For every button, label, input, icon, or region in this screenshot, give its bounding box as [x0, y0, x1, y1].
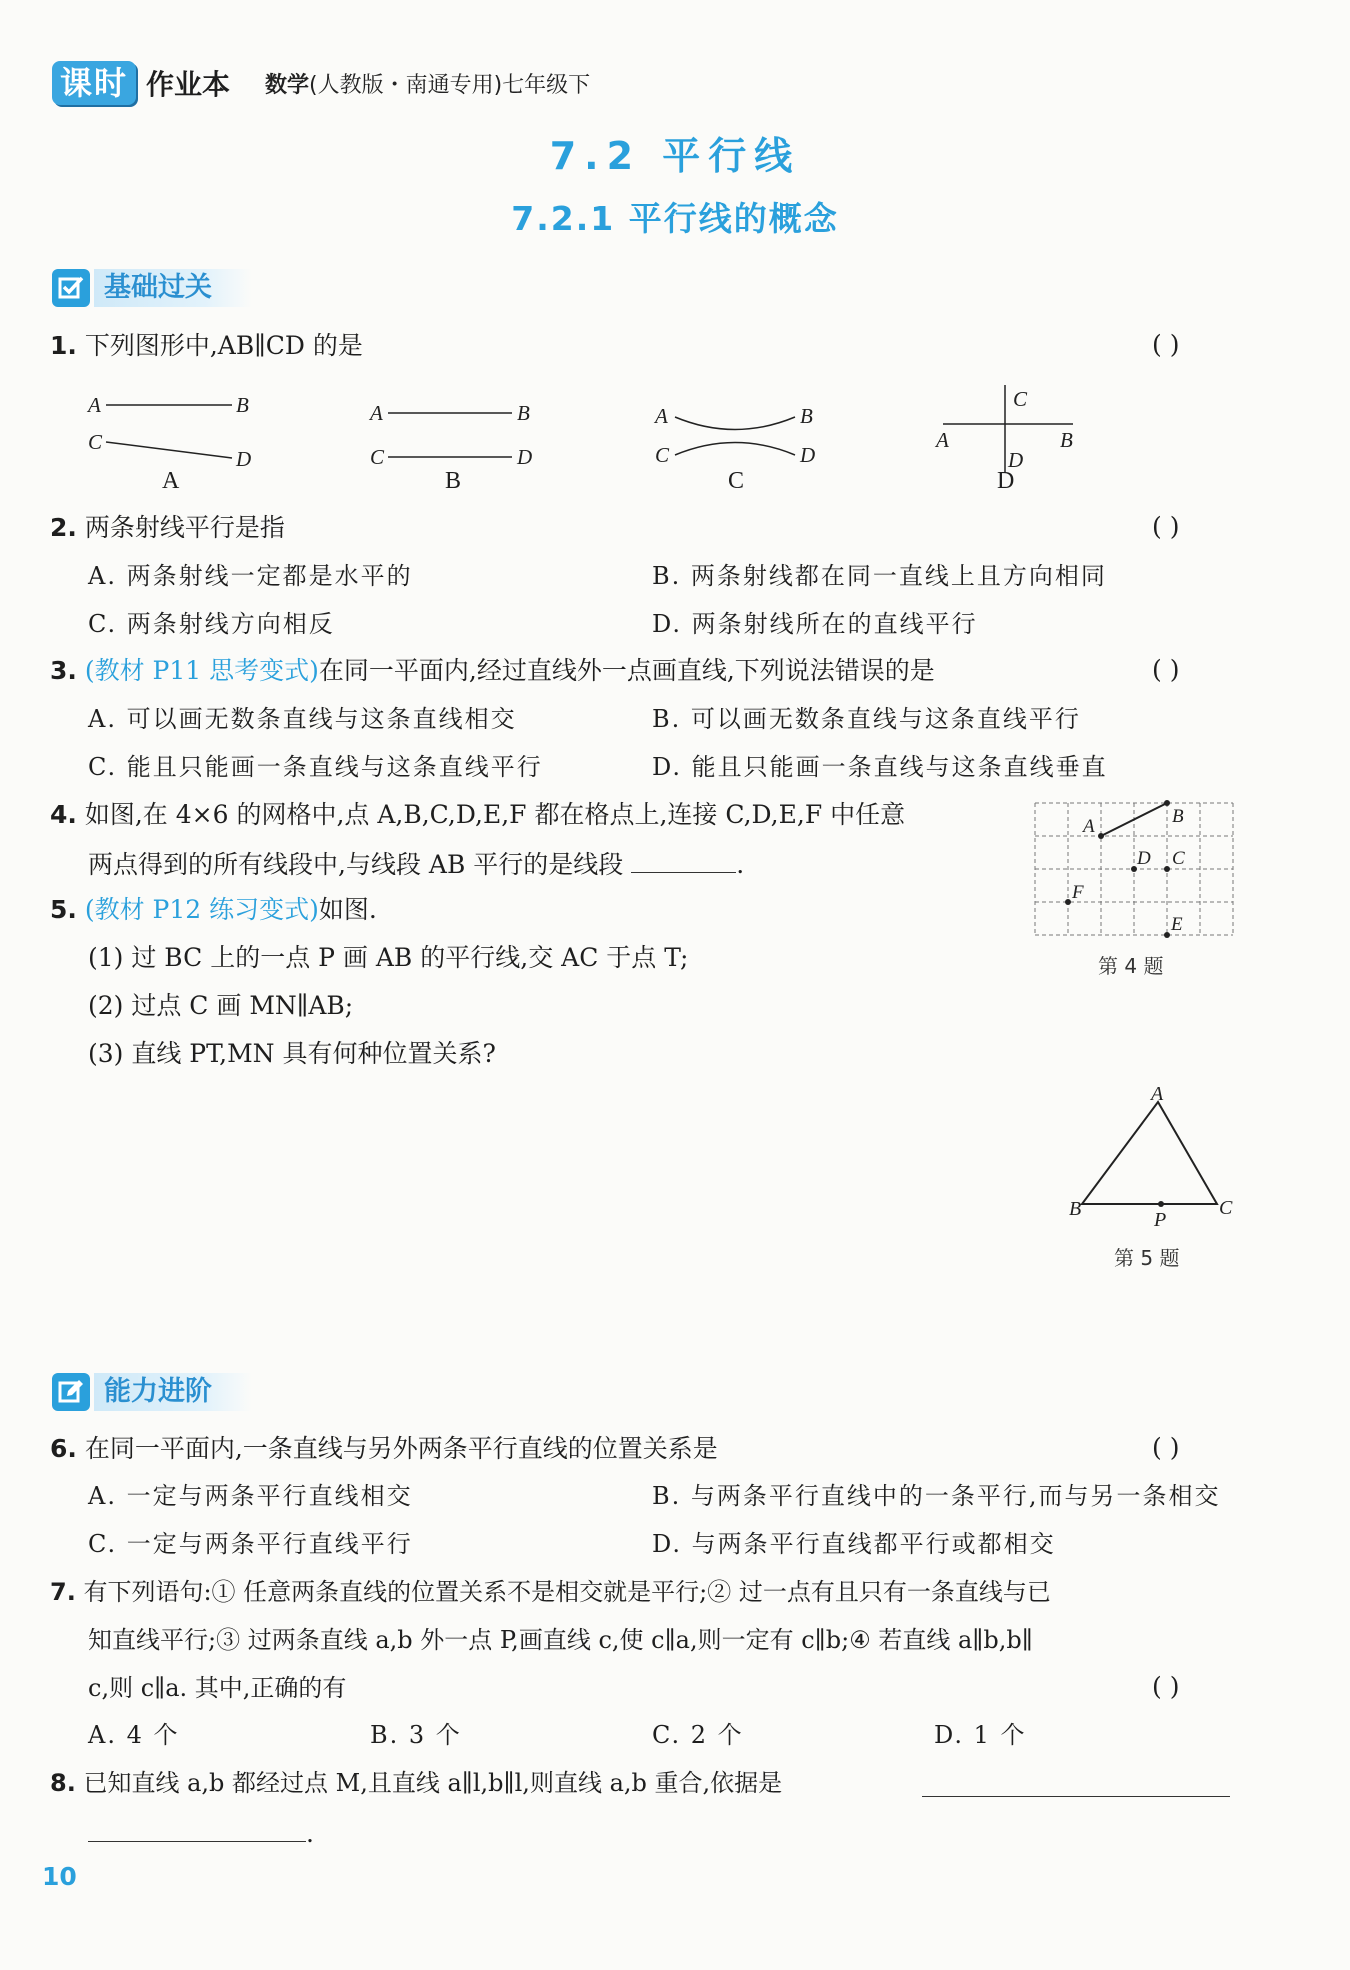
option-c[interactable]: C. 两条射线方向相反	[88, 610, 335, 638]
answer-paren-3[interactable]: ( )	[1152, 655, 1180, 684]
option-b[interactable]: B. 3 个	[370, 1721, 462, 1749]
option-c[interactable]: C. 能且只能画一条直线与这条直线平行	[88, 753, 543, 781]
option-a[interactable]: A. 两条射线一定都是水平的	[88, 562, 413, 590]
question-7	[50, 1576, 1051, 1608]
answer-paren-6[interactable]: ( )	[1152, 1433, 1180, 1462]
question-3	[50, 655, 935, 687]
question-text: 下列图形中,AB∥CD 的是	[84, 331, 363, 360]
svg-text:A: A	[936, 428, 949, 452]
svg-text:D: D	[517, 445, 533, 469]
svg-text:D: D	[800, 443, 816, 467]
option-c[interactable]: C. 一定与两条平行直线平行	[88, 1530, 413, 1558]
option-a[interactable]: A. 可以画无数条直线与这条直线相交	[88, 705, 517, 733]
subject-label: 数学	[265, 73, 310, 98]
logo-mark: 课时	[52, 61, 136, 105]
option-a[interactable]: A. 一定与两条平行直线相交	[88, 1482, 413, 1510]
question-2	[50, 512, 285, 544]
question-text: 两条射线平行是指	[84, 513, 285, 542]
sub-question-2: (2) 过点 C 画 MN∥AB;	[88, 991, 354, 1020]
figure-d-label: D	[997, 468, 1015, 494]
point-f-label: F	[1072, 882, 1084, 903]
question-8-line2	[88, 1815, 314, 1850]
point-a-label: A	[1083, 816, 1095, 837]
publisher-logo	[52, 60, 230, 106]
option-b[interactable]: B. 与两条平行直线中的一条平行,而与另一条相交	[652, 1482, 1221, 1510]
point-p-label: P	[1154, 1209, 1167, 1230]
figure-c	[653, 404, 815, 467]
question-number: 3.	[50, 656, 77, 685]
badge-advanced-label: 能力进阶	[94, 1373, 252, 1411]
svg-text:B: B	[236, 393, 249, 417]
grid-figure	[1030, 798, 1240, 940]
svg-text:A: A	[88, 393, 101, 417]
badge-basic-label: 基础过关	[94, 269, 252, 307]
svg-text:C: C	[88, 430, 103, 454]
option-b[interactable]: B. 两条射线都在同一直线上且方向相同	[652, 562, 1107, 590]
checkbox-icon	[52, 269, 90, 307]
question-number: 6.	[50, 1434, 77, 1463]
option-a[interactable]: A. 4 个	[88, 1721, 180, 1749]
logo-suffix: 作业本	[146, 68, 231, 101]
question-4-line2	[88, 846, 744, 881]
figure-a	[86, 393, 251, 471]
point-e-label: E	[1171, 914, 1183, 935]
svg-text:B: B	[800, 404, 813, 428]
question-text: 在同一平面内,经过直线外一点画直线,下列说法错误的是	[318, 656, 935, 685]
question-source: (教材 P11 思考变式)	[84, 656, 319, 685]
figure-b-label: B	[445, 468, 462, 494]
question-number: 2.	[50, 513, 77, 542]
svg-text:B: B	[1060, 428, 1073, 452]
figure-b	[368, 401, 532, 469]
svg-text:C: C	[1013, 387, 1028, 411]
option-c[interactable]: C. 2 个	[652, 1721, 744, 1749]
question-text-line2: 两点得到的所有线段中,与线段 AB 平行的是线段	[88, 850, 624, 879]
question-number: 5.	[50, 895, 77, 924]
question-7-line2: 知直线平行;③ 过两条直线 a,b 外一点 P,画直线 c,使 c∥a,则一定有 c∥b;④ 若直线 a∥b,b∥	[88, 1626, 1033, 1654]
answer-paren-7[interactable]: ( )	[1152, 1672, 1180, 1701]
question-6	[50, 1433, 718, 1465]
option-d[interactable]: D. 与两条平行直线都平行或都相交	[652, 1530, 1056, 1558]
question-number: 4.	[50, 800, 77, 829]
point-d-label: D	[1137, 848, 1151, 869]
question-text-line1: 如图,在 4×6 的网格中,点 A,B,C,D,E,F 都在格点上,连接 C,D,E,F 中任意	[84, 800, 906, 829]
figure-d	[934, 385, 1073, 473]
sentence-end: .	[306, 1819, 314, 1848]
sub-question-1: (1) 过 BC 上的一点 P 画 AB 的平行线,交 AC 于点 T;	[88, 943, 689, 972]
figure-caption-5: 第 5 题	[1114, 1246, 1180, 1270]
point-b-label: B	[1069, 1198, 1082, 1220]
answer-blank-2[interactable]	[88, 1815, 306, 1842]
sentence-end: .	[736, 850, 745, 879]
question-number: 7.	[50, 1578, 76, 1606]
svg-text:D: D	[236, 447, 252, 471]
triangle-figure	[1060, 1080, 1240, 1230]
point-a-label: A	[1151, 1083, 1164, 1105]
answer-blank[interactable]	[631, 846, 736, 873]
badge-advanced	[52, 1372, 252, 1412]
badge-basic	[52, 268, 252, 308]
svg-text:A: A	[655, 404, 668, 428]
book-info: (人教版・南通专用)七年级下	[309, 73, 591, 98]
svg-text:B: B	[517, 401, 530, 425]
question-text-line1: 有下列语句:① 任意两条直线的位置关系不是相交就是平行;② 过一点有且只有一条直线与已	[83, 1578, 1051, 1606]
point-c-label: C	[1172, 848, 1185, 869]
figure-a-label: A	[162, 468, 180, 494]
point-c-label: C	[1219, 1197, 1233, 1219]
subsection-title: 7.2.1 平行线的概念	[511, 199, 839, 238]
question-number: 8.	[50, 1769, 76, 1797]
page-number: 10	[42, 1862, 77, 1891]
answer-paren-1[interactable]: ( )	[1152, 330, 1180, 359]
figure-caption-4: 第 4 题	[1098, 954, 1164, 978]
question-source: (教材 P12 练习变式)	[84, 895, 319, 924]
question-text: 已知直线 a,b 都经过点 M,且直线 a∥l,b∥l,则直线 a,b 重合,依据是	[83, 1769, 783, 1797]
option-d[interactable]: D. 两条射线所在的直线平行	[652, 610, 978, 638]
point-b-label: B	[1172, 806, 1184, 827]
question-4	[50, 799, 905, 831]
sub-question-3: (3) 直线 PT,MN 具有何种位置关系?	[88, 1039, 496, 1068]
section-title: 7.2 平行线	[549, 134, 801, 178]
svg-text:D: D	[1008, 448, 1024, 472]
svg-text:C: C	[655, 443, 670, 467]
book-title	[265, 68, 590, 99]
question-5	[50, 894, 377, 926]
question-7-line3: c,则 c∥a. 其中,正确的有	[88, 1674, 347, 1702]
option-d[interactable]: D. 1 个	[934, 1721, 1027, 1749]
q1-figures	[70, 385, 1110, 505]
answer-paren-2[interactable]: ( )	[1152, 512, 1180, 541]
answer-blank-1[interactable]	[922, 1770, 1230, 1797]
question-1	[50, 330, 363, 362]
question-text: 如图.	[318, 895, 377, 924]
figure-c-label: C	[728, 468, 745, 494]
option-b[interactable]: B. 可以画无数条直线与这条直线平行	[652, 705, 1081, 733]
svg-text:C: C	[370, 445, 385, 469]
question-8	[50, 1767, 782, 1799]
option-d[interactable]: D. 能且只能画一条直线与这条直线垂直	[652, 753, 1108, 781]
question-text: 在同一平面内,一条直线与另外两条平行直线的位置关系是	[84, 1434, 718, 1463]
svg-text:A: A	[370, 401, 383, 425]
question-number: 1.	[50, 331, 77, 360]
pencil-icon	[52, 1373, 90, 1411]
